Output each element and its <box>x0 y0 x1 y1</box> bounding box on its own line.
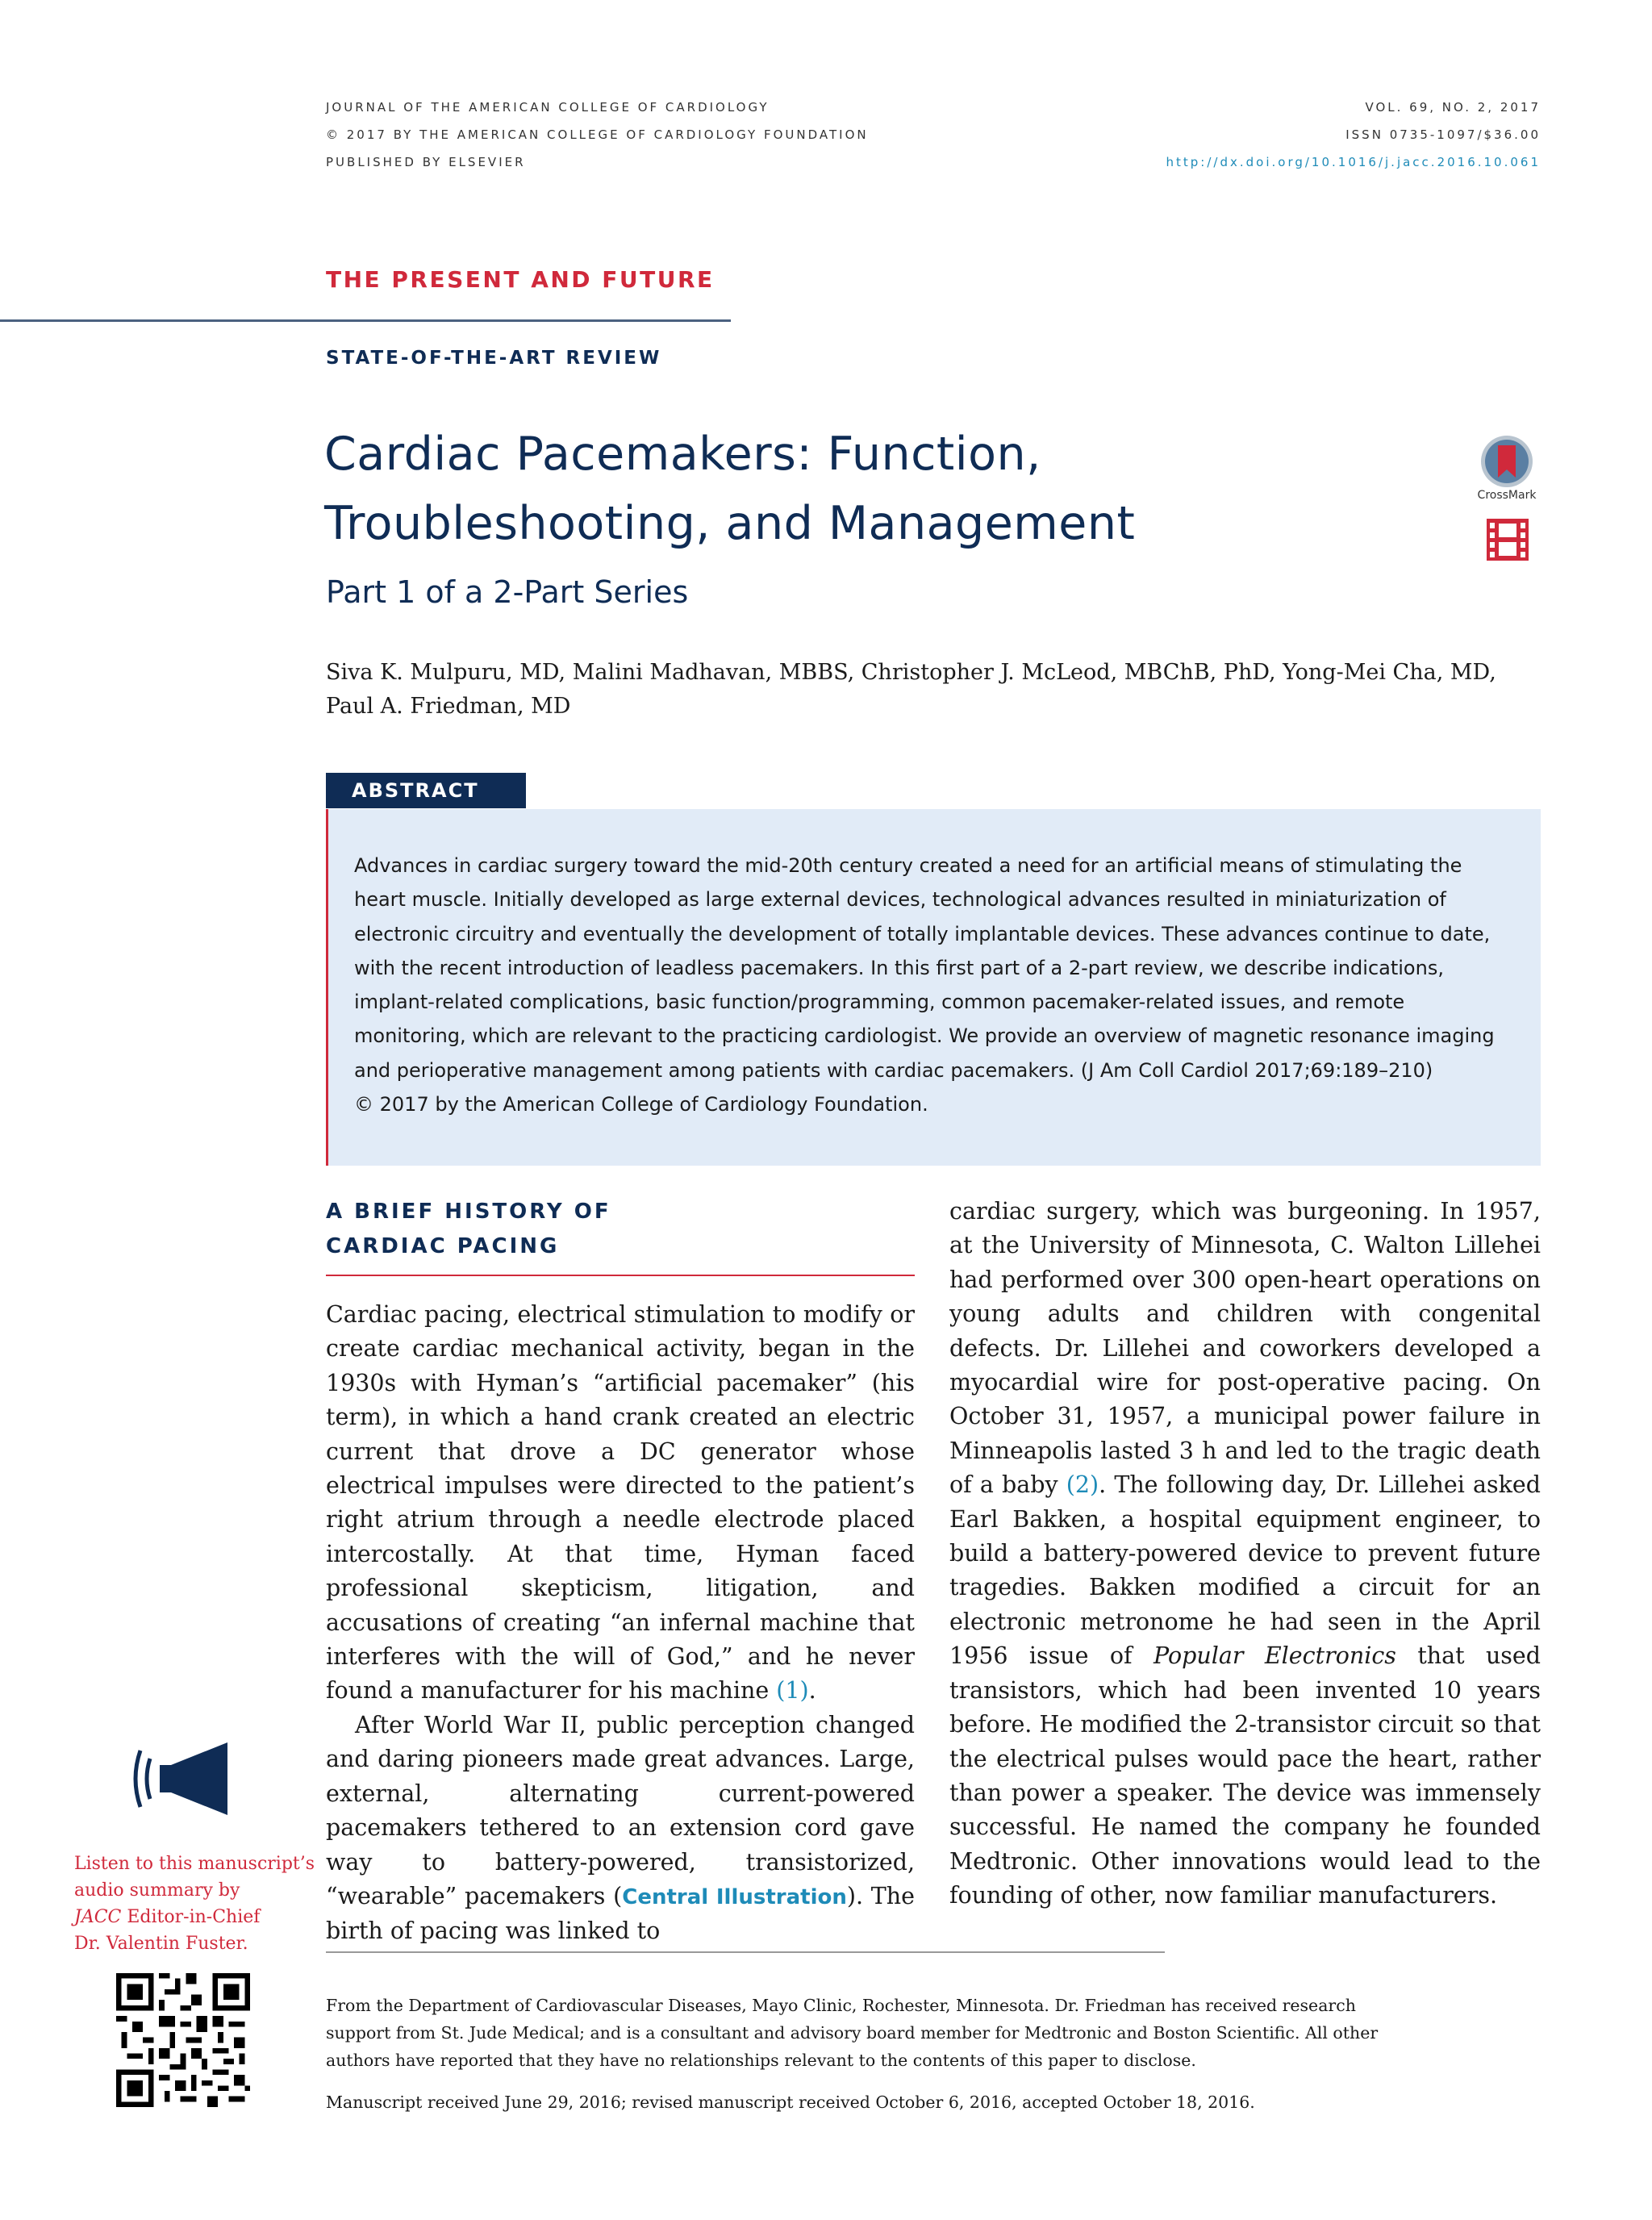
crossmark-label: CrossMark <box>1477 489 1537 502</box>
paragraph-3-text-c: that used transistors, which had been invented 10 years before. He modified the 2-transistor circuit so that the electrical pulses would pace the heart, rather than power a speaker. The device was immensely successful. He named the company he founded Medtronic. Other innovations would lead to the founding of other, now familiar manufacturers. <box>949 1642 1541 1909</box>
qr-code-icon <box>116 1973 250 2107</box>
crossmark-icon <box>1479 434 1534 489</box>
section-label: THE PRESENT AND FUTURE <box>326 266 715 293</box>
header-publisher: PUBLISHED BY ELSEVIER <box>326 155 526 169</box>
abstract-tab: ABSTRACT <box>326 773 526 808</box>
abstract-body: Advances in cardiac surgery toward the mid-20th century created a need for an artificial means of stimulating the heart muscle. Initially developed as large external devices, technological advances resulted in miniaturization of electronic circuitry and eventually the development of totally implantable devices. These advances continue to date, with the recent introduction of leadless pacemakers. In this first part of a 2-part review, we describe indications, implant-related complications, basic function/programming, common pacemaker-related issues, and remote monitoring, which are relevant to the practicing cardiologist. We provide an overview of magnetic resonance imaging and perioperative management among patients with cardiac pacemakers. <box>354 854 1495 1082</box>
abstract-text-block <box>354 849 1500 1121</box>
body-heading-line-2: CARDIAC PACING <box>326 1234 560 1258</box>
volume-info: VOL. 69, NO. 2, 2017 <box>1365 100 1541 115</box>
running-header-left <box>326 94 1052 176</box>
paragraph-2-text: After World War II, public perception changed and daring pioneers made great advances. Large, external, alternating current-powered pacemakers tethered to an extension cord gave way to battery-powered, transistorized, “wearable” pacemakers ( <box>326 1711 915 1909</box>
authors-line-2: Paul A. Friedman, MD <box>326 694 571 719</box>
audio-caption-line-2: audio summary by <box>74 1880 240 1901</box>
footnote-rule <box>326 1951 1165 1953</box>
video-badge[interactable] <box>1487 519 1529 561</box>
section-rule <box>0 319 731 322</box>
abstract-box <box>326 809 1541 1166</box>
film-icon <box>1487 519 1529 561</box>
audio-caption-line-3 <box>74 1904 316 1930</box>
body-column-1 <box>326 1298 915 1949</box>
subsection-label: STATE-OF-THE-ART REVIEW <box>326 348 662 369</box>
audio-caption-line-1: Listen to this manuscript’s <box>74 1854 315 1874</box>
title-line-2: Troubleshooting, and Management <box>324 497 1136 550</box>
body-heading-rule <box>326 1275 915 1276</box>
speaker-icon <box>129 1734 234 1823</box>
central-illustration-link[interactable]: Central Illustration <box>622 1884 847 1909</box>
abstract-copyright: © 2017 by the American College of Cardiology Foundation. <box>354 1093 928 1116</box>
body-column-2 <box>949 1195 1541 1913</box>
body-heading <box>326 1195 891 1264</box>
crossmark-badge[interactable] <box>1473 434 1541 502</box>
reference-link-1[interactable]: (1) <box>776 1677 809 1705</box>
authors-line-1: Siva K. Mulpuru, MD, Malini Madhavan, MBBS, Christopher J. McLeod, MBChB, PhD, Yong-Mei Cha, MD, <box>326 660 1496 685</box>
body-heading-line-1: A BRIEF HISTORY OF <box>326 1200 611 1224</box>
paragraph-3-text-a: cardiac surgery, which was burgeoning. In 1957, at the University of Minnesota, C. Walton Lillehei had performed over 300 open-heart operations on young adults and children with congenital defects. Dr. Lillehei and coworkers developed a myocardial wire for post-operative pacing. On October 31, 1957, a municipal power failure in Minneapolis lasted 3 h and led to the tragic death of a baby <box>949 1198 1541 1499</box>
journal-name: JOURNAL OF THE AMERICAN COLLEGE OF CARDIOLOGY <box>326 100 770 115</box>
paragraph-3-text-b: . The following day, Dr. Lillehei asked Earl Bakken, a hospital equipment engineer, to build a battery-powered device to prevent future tragedies. Bakken modified a circuit for an electronic metronome he had seen in the April 1956 issue of <box>949 1471 1541 1670</box>
title-line-1: Cardiac Pacemakers: Function, <box>324 428 1041 481</box>
paragraph-2-end: ). The birth of pacing was linked to <box>326 1882 916 1945</box>
paragraph-2 <box>326 1709 915 1949</box>
audio-caption-line-3-rest: Editor-in-Chief <box>121 1907 261 1927</box>
paragraph-1 <box>326 1298 915 1709</box>
journal-abbrev: JACC <box>74 1907 122 1927</box>
audio-caption-line-4: Dr. Valentin Fuster. <box>74 1934 248 1954</box>
qr-code[interactable] <box>116 1973 250 2107</box>
paragraph-1-text: Cardiac pacing, electrical stimulation to modify or create cardiac mechanical activity, began in the 1930s with Hyman’s “artificial pacemaker” (his term), in which a hand crank created an electric current that drove a DC generator whose electrical impulses were directed to the patient’s right atrium through a needle electrode placed intercostally. At that time, Hyman faced professional skepticism, litigation, and accusations of creating “an infernal machine that interferes with the will of God,” and he never found a manufacturer for his machine <box>326 1301 915 1705</box>
magazine-title: Popular Electronics <box>1153 1642 1396 1670</box>
footnote-received: Manuscript received June 29, 2016; revised manuscript received October 6, 2016, accepted October 18, 2016. <box>326 2093 1255 2112</box>
reference-link-2[interactable]: (2) <box>1066 1471 1099 1499</box>
audio-summary-button[interactable] <box>129 1734 234 1823</box>
header-copyright: © 2017 BY THE AMERICAN COLLEGE OF CARDIOLOGY FOUNDATION <box>326 127 869 142</box>
abstract-citation: (J Am Coll Cardiol 2017;69:189–210) <box>1080 1058 1433 1082</box>
paragraph-1-end: . <box>808 1677 816 1705</box>
paragraph-3 <box>949 1195 1541 1913</box>
article-title <box>324 419 1454 558</box>
article-subtitle: Part 1 of a 2-Part Series <box>326 574 689 610</box>
audio-summary-caption <box>74 1851 316 1957</box>
author-list <box>326 656 1536 724</box>
footnote-affiliation: From the Department of Cardiovascular Diseases, Mayo Clinic, Rochester, Minnesota. Dr. Friedman has received research support from St. Jude Medical; and is a consultant and advisory board member for Medtronic and Boston Scientific. All other authors have reported that they have no relationships relevant to the contents of this paper to disclose. <box>326 1996 1379 2070</box>
doi-link[interactable]: http://dx.doi.org/10.1016/j.jacc.2016.10.061 <box>1166 155 1541 169</box>
running-header-right <box>1049 94 1541 176</box>
issn: ISSN 0735-1097/$36.00 <box>1345 127 1541 142</box>
